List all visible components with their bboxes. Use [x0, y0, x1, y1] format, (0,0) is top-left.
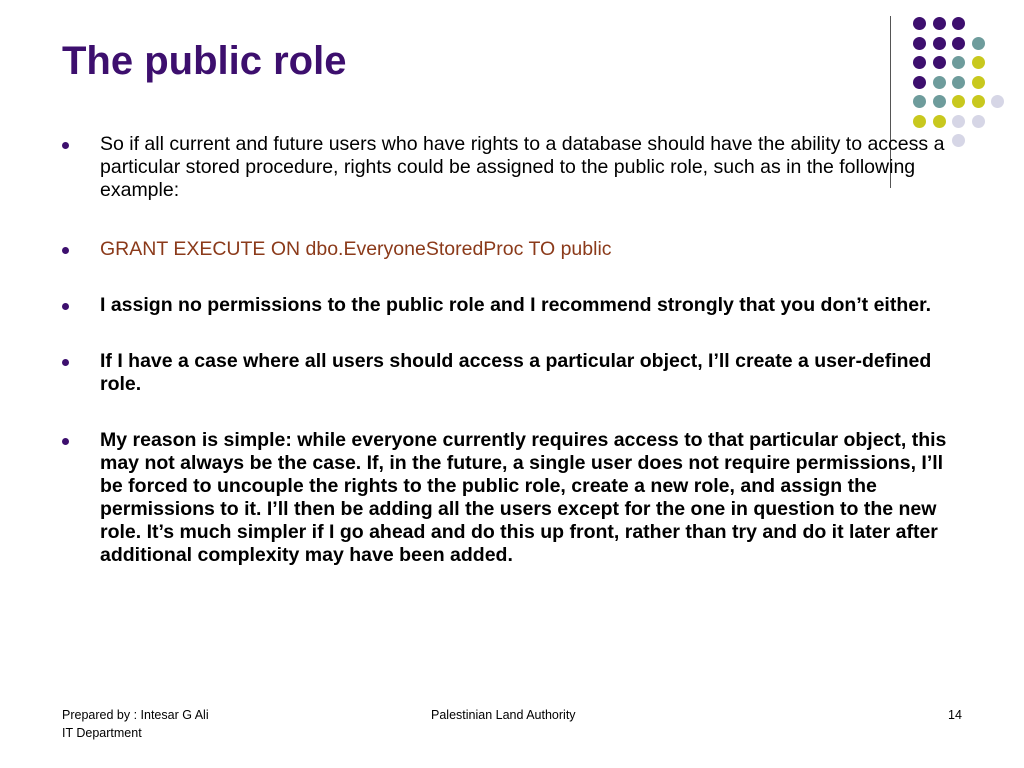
- bullet-list: [62, 133, 967, 567]
- decorative-dot: [991, 95, 1004, 108]
- decorative-dot: [913, 95, 926, 108]
- bullet-item: [62, 294, 967, 317]
- bullet-item-code: [62, 238, 967, 261]
- decorative-dot: [952, 17, 965, 30]
- decorative-dot: [972, 115, 985, 128]
- decorative-dot: [972, 37, 985, 50]
- slide-title: The public role: [62, 39, 347, 83]
- bullet-text: GRANT EXECUTE ON dbo.EveryoneStoredProc TO public: [100, 238, 612, 260]
- decorative-dot: [933, 37, 946, 50]
- decorative-dot: [972, 56, 985, 69]
- decorative-dot: [933, 115, 946, 128]
- bullet-text: My reason is simple: while everyone currently requires access to that particular object, this may not always be the case. If, in the future, a single user does not require permissions, I’ll be forced to uncouple the rights to the public role, create a new role, and assign the permissions to it. I’ll then be adding all the users except for the one in question to the new role. It’s much simpler if I go ahead and do this up front, rather than try and do it later after additional complexity may have been added.: [100, 429, 947, 566]
- bullet-text: If I have a case where all users should access a particular object, I’ll create a user-defined role.: [100, 350, 932, 395]
- decorative-dot: [952, 37, 965, 50]
- bullet-dot-icon: [62, 359, 69, 366]
- bullet-item: [62, 133, 967, 202]
- decorative-dot: [952, 76, 965, 89]
- bullet-item: [62, 350, 967, 396]
- bullet-dot-icon: [62, 247, 69, 254]
- decorative-dot: [913, 17, 926, 30]
- footer-department: IT Department: [62, 726, 142, 740]
- decorative-dot: [913, 115, 926, 128]
- bullet-text: So if all current and future users who have rights to a database should have the ability to access a particular stored procedure, rights could be assigned to the public role, such as in the following example:: [100, 133, 945, 201]
- bullet-item: [62, 429, 967, 567]
- decorative-dot: [913, 37, 926, 50]
- footer-author: [62, 706, 209, 742]
- decorative-dot: [972, 95, 985, 108]
- bullet-dot-icon: [62, 303, 69, 310]
- bullet-text: I assign no permissions to the public role and I recommend strongly that you don’t either.: [100, 294, 932, 316]
- decorative-dot: [933, 76, 946, 89]
- decorative-dot: [952, 115, 965, 128]
- decorative-dot: [952, 56, 965, 69]
- bullet-dot-icon: [62, 142, 69, 149]
- footer-page-number: 14: [948, 708, 962, 722]
- decorative-dot: [913, 76, 926, 89]
- decorative-dot: [933, 95, 946, 108]
- decorative-dot: [933, 17, 946, 30]
- decorative-dot: [952, 95, 965, 108]
- bullet-dot-icon: [62, 438, 69, 445]
- decorative-dot: [913, 56, 926, 69]
- footer-prepared-by: Prepared by : Intesar G Ali: [62, 708, 209, 722]
- decorative-dot: [933, 56, 946, 69]
- footer-organization: Palestinian Land Authority: [431, 708, 576, 722]
- decorative-dot: [972, 76, 985, 89]
